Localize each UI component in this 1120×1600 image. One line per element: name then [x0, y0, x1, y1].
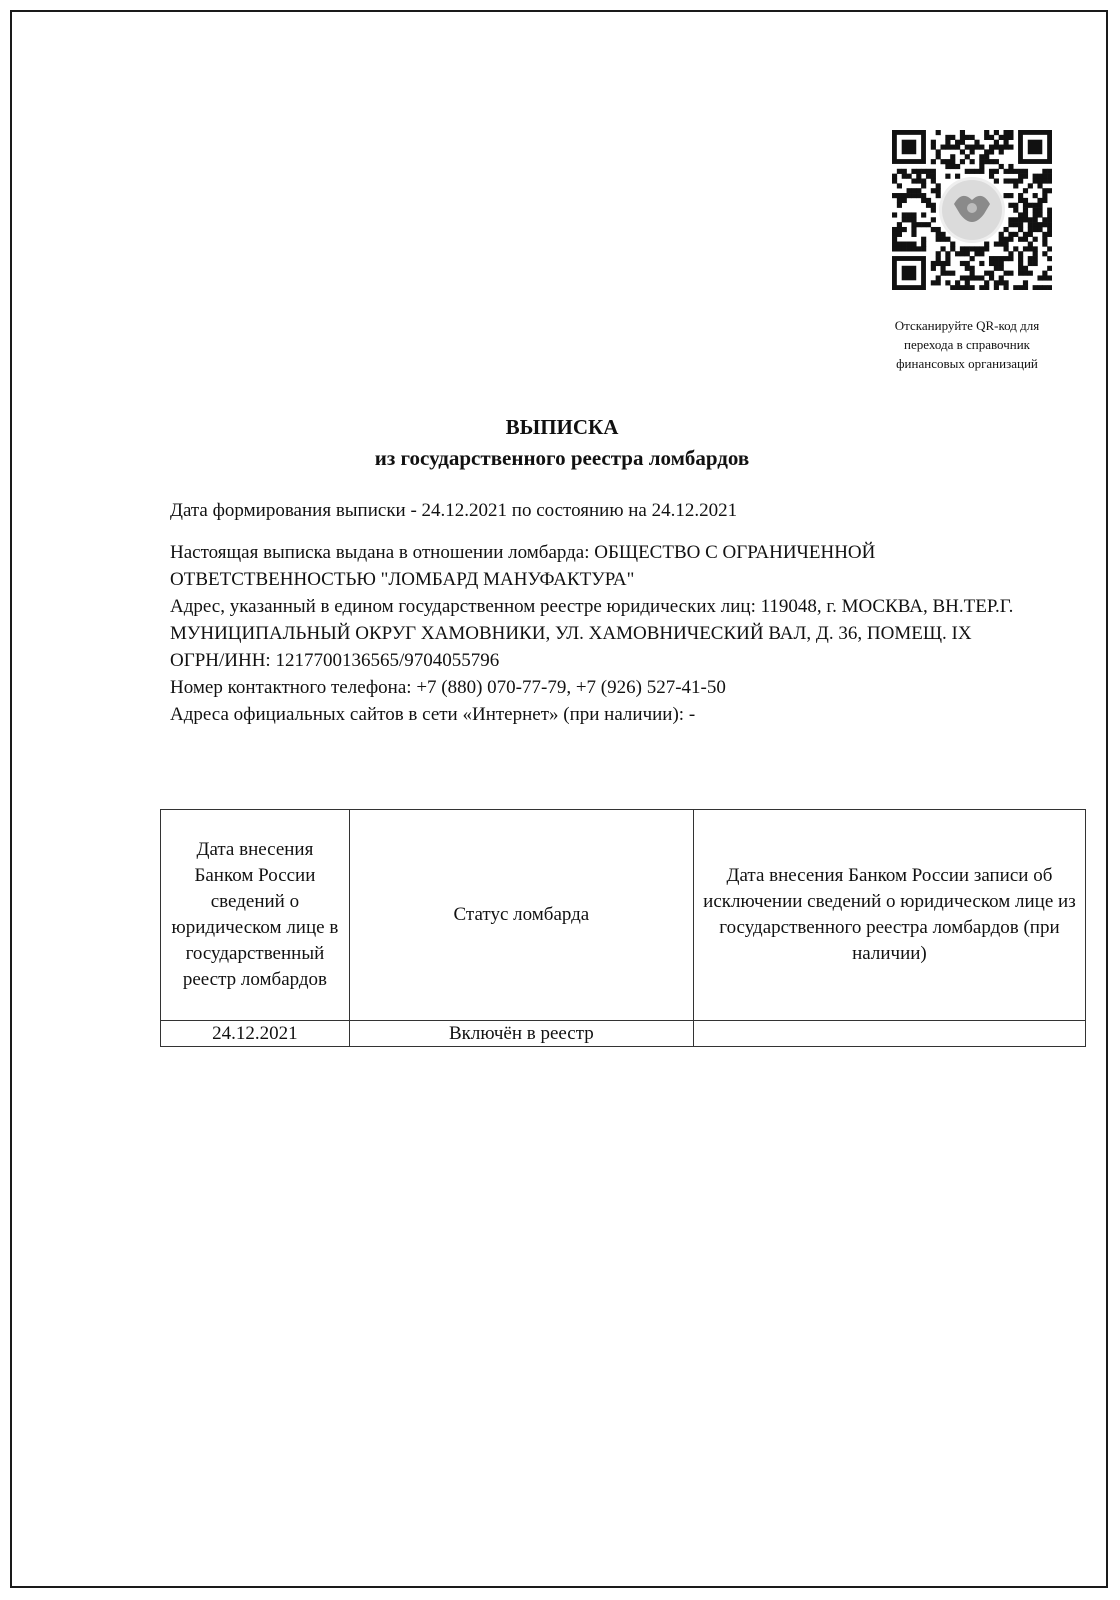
address-line: [170, 593, 1040, 647]
ogrn-inn: ОГРН/ИНН: 1217700136565/9704055796: [170, 650, 500, 671]
qr-caption-line: перехода в справочник: [904, 337, 1030, 352]
title-subtitle: из государственного реестра ломбардов: [374, 446, 750, 470]
pawnshop-name-line: [170, 539, 1040, 593]
pawnshop-name: ОБЩЕСТВО С ОГРАНИЧЕННОЙ ОТВЕТСТВЕННОСТЬЮ "ЛОМБАРД МАНУФАКТУРА": [170, 542, 876, 590]
title-main: ВЫПИСКА: [505, 415, 619, 439]
pawnshop-label: Настоящая выписка выдана в отношении ломбарда:: [170, 542, 595, 563]
cell-status: Включён в реестр: [349, 1021, 693, 1047]
document-page: [10, 10, 1108, 1588]
registry-table: [160, 809, 1086, 1047]
header-inclusion-date: Дата внесения Банком России сведений о юридическом лице в государственный реестр ломбардов: [161, 810, 350, 1021]
address-value: 119048, г. МОСКВА, ВН.ТЕР.Г. МУНИЦИПАЛЬНЫЙ ОКРУГ ХАМОВНИКИ, УЛ. ХАМОВНИЧЕСКИЙ ВАЛ, Д. 36, ПОМЕЩ. IX: [170, 596, 1014, 644]
qr-code-icon[interactable]: [892, 130, 1052, 290]
cell-exclusion-date: [693, 1021, 1085, 1047]
document-title: [12, 412, 1112, 474]
statement-date-line: Дата формирования выписки - 24.12.2021 по состоянию на 24.12.2021: [170, 500, 738, 521]
qr-caption-line: финансовых организаций: [896, 356, 1038, 371]
header-exclusion-date: Дата внесения Банком России записи об исключении сведений о юридическом лице из государственного реестра ломбардов (при наличии): [693, 810, 1085, 1021]
pawnshop-info: [170, 539, 1040, 728]
contact-phone: Номер контактного телефона: +7 (880) 070-77-79, +7 (926) 527-41-50: [170, 677, 726, 698]
qr-caption-line: Отсканируйте QR-код для: [894, 318, 1040, 333]
table-row: [161, 1021, 1086, 1047]
official-websites: Адреса официальных сайтов в сети «Интернет» (при наличии): -: [170, 704, 696, 725]
table-header-row: [161, 810, 1086, 1021]
cell-inclusion-date: 24.12.2021: [161, 1021, 350, 1047]
header-status: Статус ломбарда: [349, 810, 693, 1021]
address-label: Адрес, указанный в едином государственном реестре юридических лиц:: [170, 596, 761, 617]
qr-caption: [842, 316, 1092, 373]
